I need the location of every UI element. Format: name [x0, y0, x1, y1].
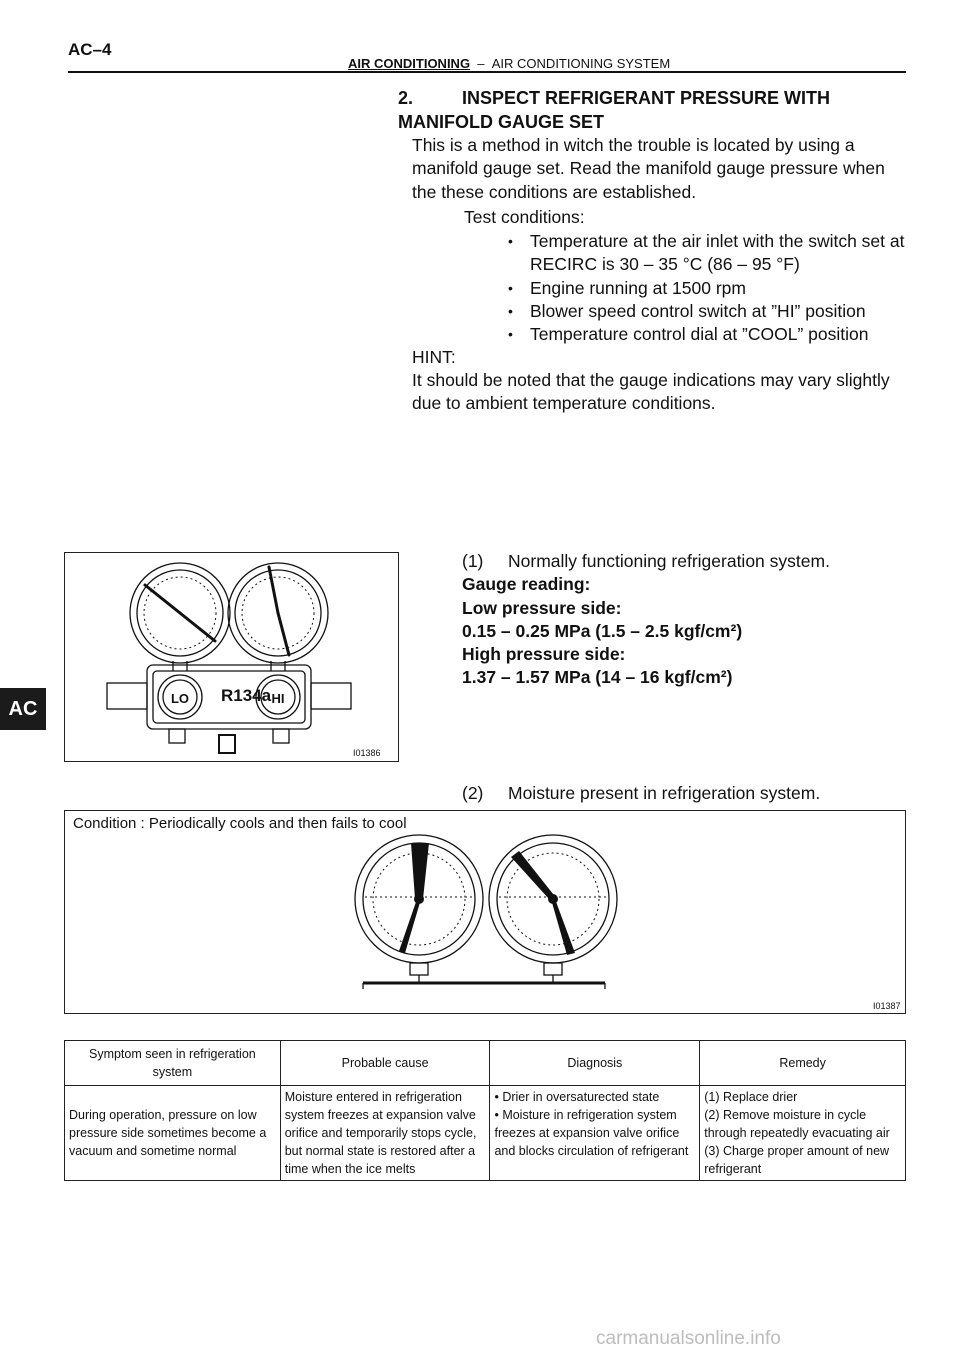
table-header-row — [65, 1041, 906, 1086]
section-tab: AC — [0, 688, 46, 730]
refrigerant-label: R134a — [221, 686, 272, 705]
page-number: AC–4 — [68, 40, 112, 59]
gauge-reading-label: Gauge reading: — [462, 574, 591, 595]
header-rule — [68, 71, 906, 73]
running-head — [348, 56, 670, 71]
watermark: carmanualsonline.info — [596, 1328, 781, 1349]
test-conditions-label: Test conditions: — [464, 207, 585, 227]
hint-label: HINT: — [412, 347, 456, 367]
cause-cell: Moisture entered in refrigeration system freezes at expansion valve orifice and temporarily stops cycle, but normal state is restored after a time when the ice melts — [280, 1086, 490, 1181]
remedy-item: (1) Replace drier — [704, 1090, 798, 1104]
high-gauge-needle-band — [511, 851, 557, 899]
manifold-gauge-figure — [64, 552, 399, 762]
table-row — [65, 1086, 906, 1181]
case-title: Normally functioning refrigeration system. — [508, 551, 830, 571]
column-header: Remedy — [700, 1041, 906, 1086]
high-side-label: High pressure side: — [462, 644, 626, 665]
lo-label: LO — [170, 691, 190, 706]
case-heading — [462, 550, 830, 573]
intro-paragraph: This is a method in witch the trouble is located by using a manifold gauge set. Read the manifold gauge pressure when the these conditions are established. — [412, 135, 885, 202]
low-side-label: Low pressure side: — [462, 597, 622, 618]
column-header: Diagnosis — [490, 1041, 700, 1086]
column-header: Probable cause — [280, 1041, 490, 1086]
moisture-gauge-illustration — [65, 811, 905, 1013]
case-title: Moisture present in refrigeration system. — [508, 783, 821, 803]
hint-text: It should be noted that the gauge indications may vary slightly due to ambient temperature conditions. — [412, 370, 890, 414]
case-normal — [462, 550, 830, 690]
high-side-value: 1.37 – 1.57 MPa (14 – 16 kgf/cm²) — [462, 667, 733, 688]
low-gauge-needle — [145, 585, 180, 613]
list-item: • Blower speed control switch at ”HI” position — [508, 300, 910, 323]
diagnosis-item: • Drier in oversaturected state — [494, 1090, 660, 1104]
diagnosis-item: • Moisture in refrigeration system freezes at expansion valve orifice and blocks circulation of refrigerant — [494, 1108, 689, 1158]
step-title — [398, 86, 910, 134]
list-item: • Engine running at 1500 rpm — [508, 277, 910, 300]
column-header: Symptom seen in refrigeration system — [65, 1041, 281, 1086]
section-title: AIR CONDITIONING — [348, 56, 471, 71]
remedy-item: (3) Charge proper amount of new refrigerant — [704, 1144, 890, 1176]
step-title-text: INSPECT REFRIGERANT PRESSURE WITH MANIFOLD GAUGE SET — [398, 88, 831, 132]
step-number: 2. — [398, 88, 414, 108]
figure-id: I01387 — [873, 1001, 901, 1011]
case-number: (2) — [462, 783, 484, 803]
low-gauge-needle-band — [411, 843, 429, 899]
high-gauge-needle — [269, 567, 278, 613]
remedy-item: (2) Remove moisture in cycle through repeatedly evacuating air — [704, 1108, 890, 1140]
list-item: • Temperature control dial at ”COOL” position — [508, 323, 910, 346]
moisture-gauge-figure — [64, 810, 906, 1014]
manifold-gauge-illustration — [65, 553, 398, 761]
subsection-title: AIR CONDITIONING SYSTEM — [491, 56, 671, 71]
remedy-cell — [700, 1086, 906, 1181]
figure-id: I01386 — [353, 748, 381, 758]
diagnosis-cell — [490, 1086, 700, 1181]
list-item: • Temperature at the air inlet with the switch set at RECIRC is 30 – 35 °C (86 – 95 °F) — [508, 230, 910, 277]
diagnosis-table — [64, 1040, 906, 1181]
test-conditions-list — [508, 230, 910, 346]
header-separator: – — [477, 56, 485, 71]
case-number: (1) — [462, 551, 484, 571]
low-side-value: 0.15 – 0.25 MPa (1.5 – 2.5 kgf/cm²) — [462, 620, 743, 641]
hi-label: HI — [271, 691, 285, 706]
condition-text: Condition : Periodically cools and then fails to cool — [73, 815, 407, 832]
case-moisture — [462, 783, 820, 804]
symptom-cell: During operation, pressure on low pressure side sometimes become a vacuum and sometime normal — [65, 1086, 281, 1181]
